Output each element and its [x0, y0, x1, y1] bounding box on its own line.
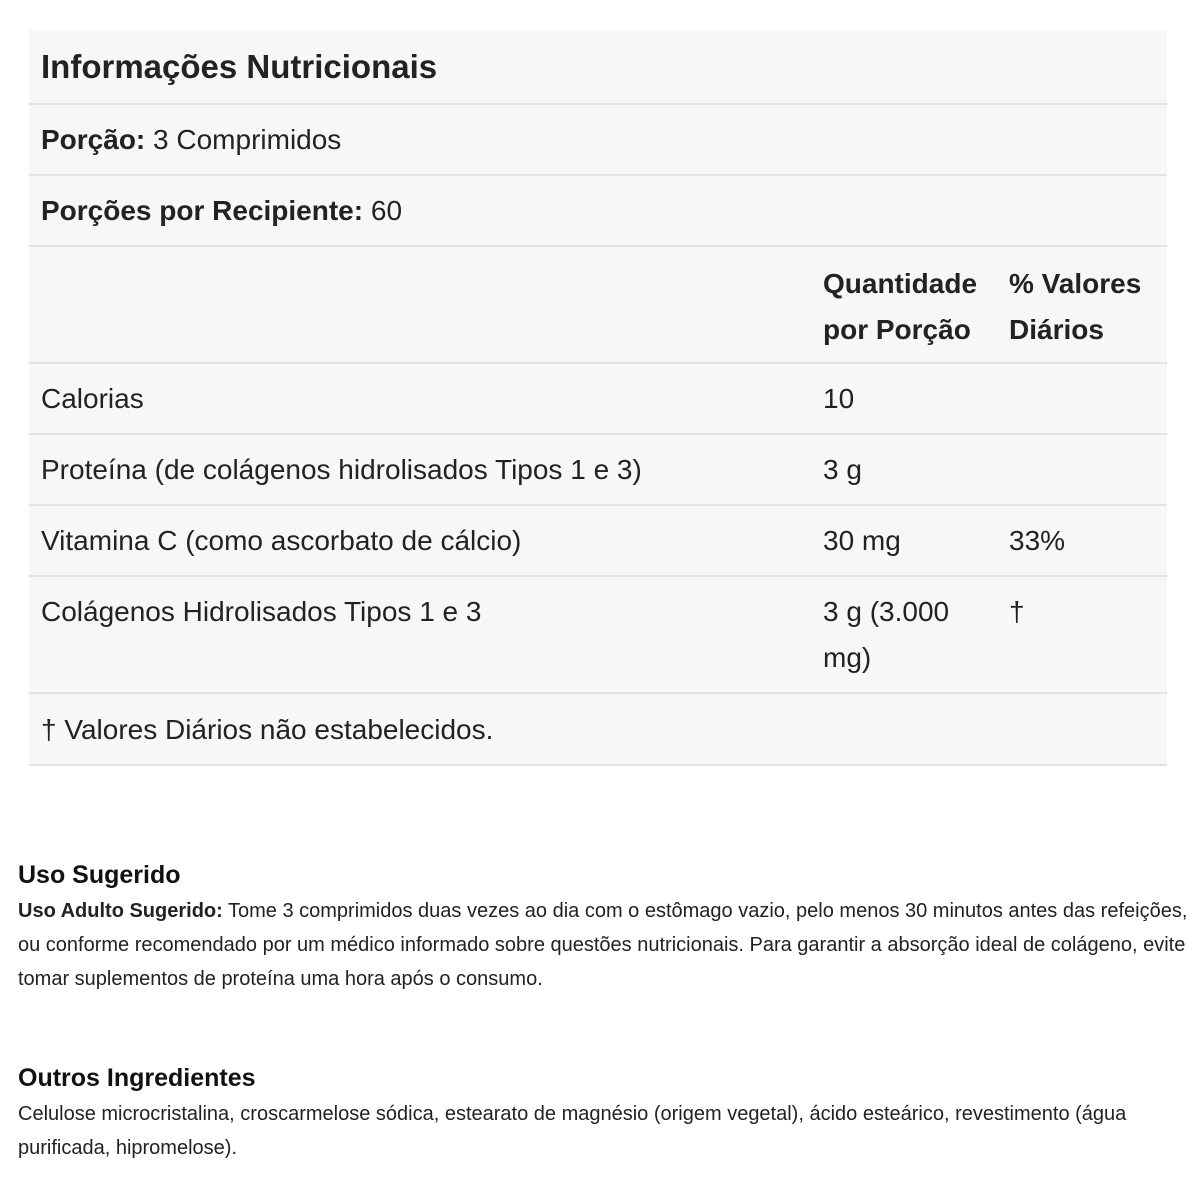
- serving-size-value: 3 Comprimidos: [153, 124, 342, 155]
- serving-size-row: [29, 105, 1167, 176]
- nutrient-quantity: 10: [823, 383, 855, 414]
- suggested-use-label: Uso Adulto Sugerido:: [18, 900, 223, 922]
- nutrient-name: Calorias: [41, 383, 144, 414]
- nutrient-name: Vitamina C (como ascorbato de cálcio): [41, 525, 522, 556]
- table-row: [29, 435, 1167, 506]
- nutrient-name: Colágenos Hidrolisados Tipos 1 e 3: [41, 596, 482, 627]
- nutrition-facts-table: [29, 30, 1167, 766]
- nutrient-quantity: 3 g: [823, 454, 862, 485]
- servings-per-container-value: 60: [370, 195, 403, 226]
- other-ingredients-text: Celulose microcristalina, croscarmelose sódica, estearato de magnésio (origem vegetal), ácido esteárico, revestimento (água purificada, hipromelose).: [18, 1103, 1127, 1159]
- quantity-header-line1: Quantidade: [823, 268, 978, 299]
- nutrient-quantity: 3 g (3.000 mg): [823, 596, 950, 673]
- nutrient-quantity: 30 mg: [823, 525, 901, 556]
- daily-value-header: [1009, 261, 1159, 353]
- table-row: [29, 577, 1167, 694]
- table-row: [29, 364, 1167, 435]
- serving-size: [41, 124, 341, 156]
- servings-per-container-label: Porções por Recipiente:: [41, 195, 364, 226]
- suggested-use-text: [18, 894, 1188, 996]
- quantity-header: [823, 261, 998, 353]
- servings-per-container-row: [29, 176, 1167, 247]
- daily-value-footnote: † Valores Diários não estabelecidos.: [41, 714, 494, 745]
- table-row: [29, 506, 1167, 577]
- nutrition-title-row: [29, 30, 1167, 105]
- nutrition-title: Informações Nutricionais: [41, 48, 438, 85]
- suggested-use-title: Uso Sugerido: [18, 861, 181, 889]
- column-header-row: [29, 247, 1167, 364]
- other-ingredients-section: [18, 1061, 1188, 1165]
- servings-per-container: [41, 195, 402, 227]
- daily-value-header-line1: % Valores: [1009, 268, 1142, 299]
- suggested-use-section: [18, 858, 1188, 996]
- other-ingredients-title: Outros Ingredientes: [18, 1064, 256, 1092]
- nutrient-daily-value: 33%: [1009, 525, 1066, 556]
- suggested-use-body: Tome 3 comprimidos duas vezes ao dia com o estômago vazio, pelo menos 30 minutos antes das refeições, ou conforme recomendado por um médico informado sobre questões nutricionais. Para garantir a absorção ideal de colágeno, evite tomar suplementos de proteína uma hora após o consumo.: [18, 900, 1188, 990]
- serving-size-label: Porção:: [41, 124, 146, 155]
- nutrient-daily-value: †: [1009, 596, 1025, 627]
- daily-value-header-line2: Diários: [1009, 314, 1104, 345]
- footnote-row: [29, 694, 1167, 766]
- nutrient-name: Proteína (de colágenos hidrolisados Tipos 1 e 3): [41, 454, 642, 485]
- quantity-header-line2: por Porção: [823, 314, 971, 345]
